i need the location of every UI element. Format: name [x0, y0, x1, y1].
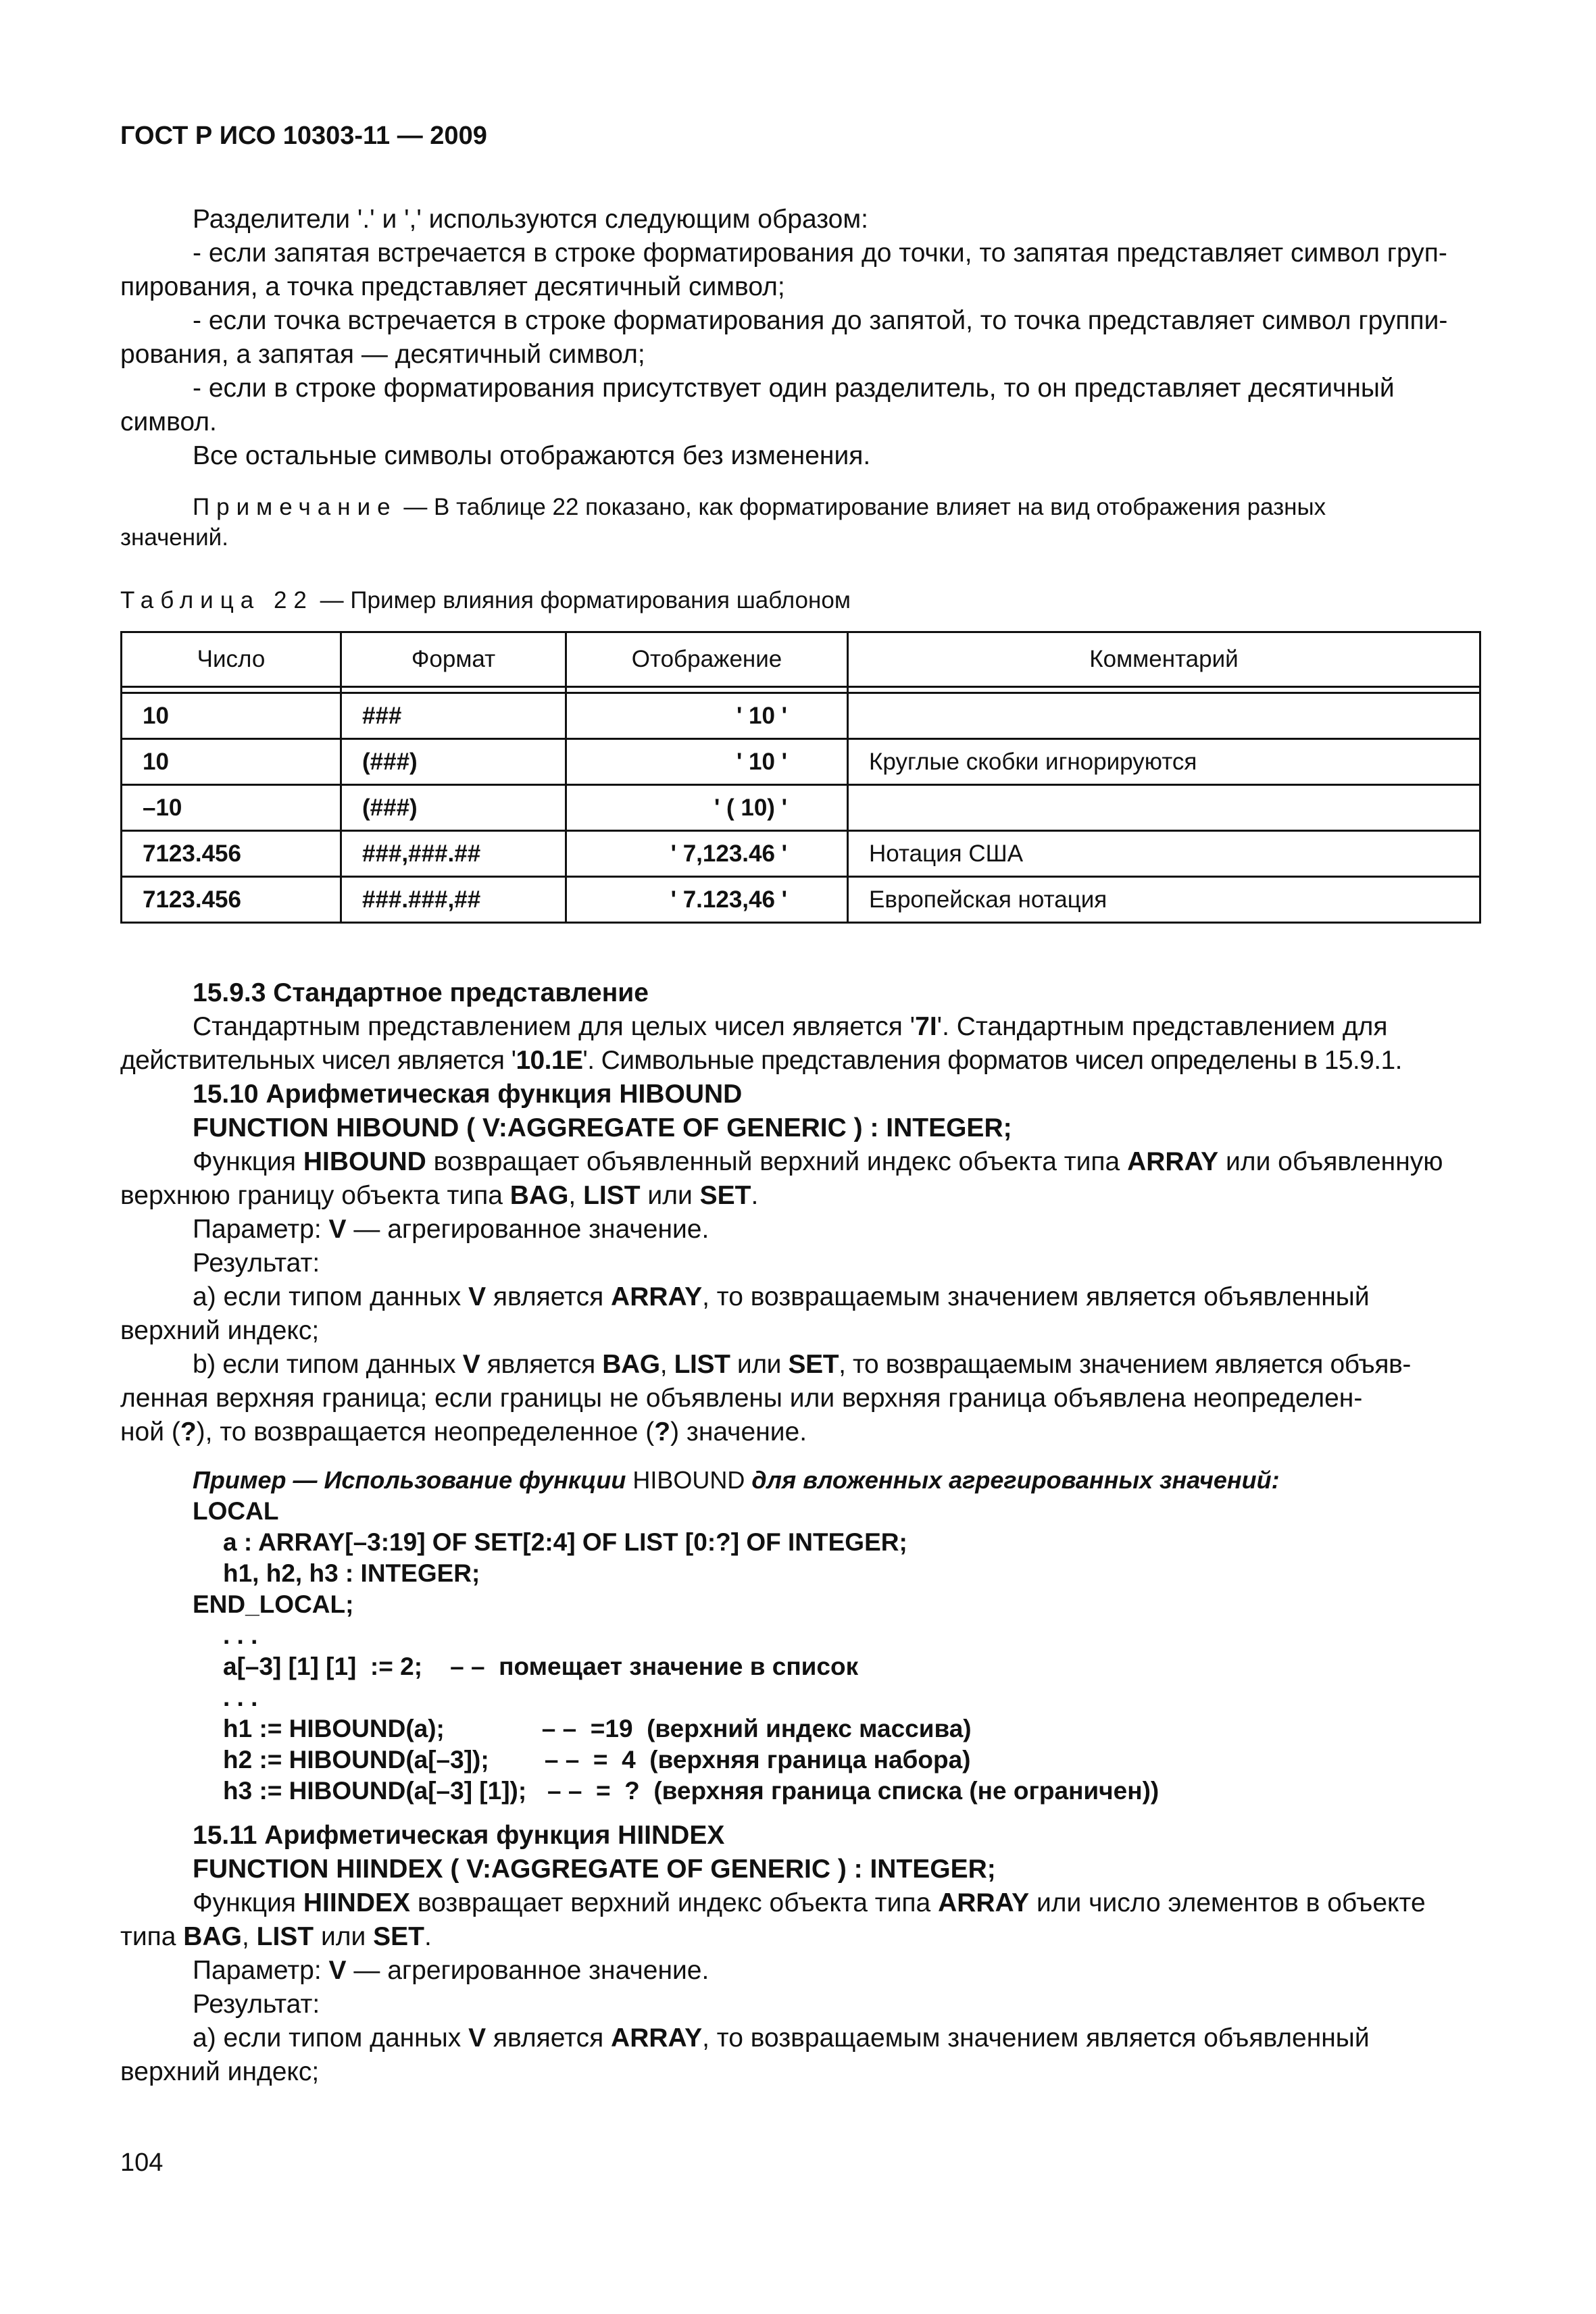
paragraph: Стандартным представлением для целых чисел является '7I'. Стандартным представлением для [193, 1012, 1388, 1041]
cell-comment: Европейская нотация [848, 877, 1480, 923]
cell-display: ' 7,123.46 ' [566, 831, 848, 877]
cell-format: ### [341, 693, 566, 739]
table-row [122, 831, 1480, 877]
bullet-line: пирования, а точка представляет десятичный символ; [120, 272, 785, 301]
code-line: h3 := HIBOUND(a[–3] [1]); – – = ? (верхняя граница списка (не ограничен)) [223, 1777, 1159, 1805]
cell-display: ' ( 10) ' [566, 785, 848, 831]
paragraph: верхний индекс; [120, 1316, 320, 1345]
paragraph: верхний индекс; [120, 2057, 320, 2086]
function-signature: FUNCTION HIBOUND ( V:AGGREGATE OF GENERIC ) : INTEGER; [193, 1113, 1012, 1142]
column-header: Число [122, 632, 341, 687]
cell-display: ' 10 ' [566, 693, 848, 739]
table-caption-label: Таблица 22 [120, 587, 314, 613]
bullet-line: - если запятая встречается в строке форматирования до точки, то запятая представляет символ груп- [193, 238, 1447, 268]
cell-comment [848, 693, 1480, 739]
table-caption [120, 585, 1481, 615]
cell-comment: Нотация США [848, 831, 1480, 877]
paragraph: типа BAG, LIST или SET. [120, 1922, 432, 1951]
function-signature: FUNCTION HIINDEX ( V:AGGREGATE OF GENERIC ) : INTEGER; [193, 1855, 996, 1884]
code-line: a[–3] [1] [1] := 2; – – помещает значение в список [223, 1653, 859, 1680]
table-row [122, 785, 1480, 831]
section-title: 15.10 Арифметическая функция HIBOUND [193, 1080, 743, 1109]
paragraph: Параметр: V — агрегированное значение. [193, 1956, 709, 1985]
cell-comment [848, 785, 1480, 831]
table-row [122, 877, 1480, 923]
code-line: h1 := HIBOUND(a); – – =19 (верхний индекс массива) [223, 1715, 972, 1742]
cell-number: 10 [122, 693, 341, 739]
paragraph: верхнюю границу объекта типа BAG, LIST или SET. [120, 1181, 759, 1210]
note-text: значений. [120, 524, 228, 551]
note-label: Примечание [193, 494, 397, 520]
paragraph: ленная верхняя граница; если границы не объявлены или верхняя граница объявлена неопределен- [120, 1384, 1363, 1413]
code-line: . . . [223, 1621, 258, 1649]
section-title: 15.11 Арифметическая функция HIINDEX [193, 1821, 725, 1850]
format-table [120, 631, 1481, 924]
paragraph: Результат: [193, 1249, 320, 1278]
paragraph: Разделители '.' и ',' используются следующим образом: [193, 205, 869, 234]
table-row [122, 739, 1480, 785]
paragraph: a) если типом данных V является ARRAY, то возвращаемым значением является объявленный [193, 1282, 1370, 1311]
cell-number: 10 [122, 739, 341, 785]
document-header: ГОСТ Р ИСО 10303-11 — 2009 [120, 122, 487, 150]
paragraph: Функция HIINDEX возвращает верхний индекс объекта типа ARRAY или число элементов в объекте [193, 1888, 1426, 1917]
section-15-11 [120, 1819, 1481, 2089]
paragraph: a) если типом данных V является ARRAY, то возвращаемым значением является объявленный [193, 2023, 1370, 2053]
column-header: Формат [341, 632, 566, 687]
section-15-9-3 [120, 976, 1481, 1449]
cell-number: –10 [122, 785, 341, 831]
paragraph: b) если типом данных V является BAG, LIST или SET, то возвращаемым значением является объяв- [193, 1350, 1411, 1379]
code-line: LOCAL [193, 1497, 279, 1525]
cell-comment: Круглые скобки игнорируются [848, 739, 1480, 785]
cell-format: ###,###.## [341, 831, 566, 877]
bullet-line: - если в строке форматирования присутствует один разделитель, то он представляет десятичный [193, 374, 1395, 403]
table-caption-text: — Пример влияния форматирования шаблоном [313, 587, 851, 613]
note [120, 492, 1481, 553]
code-line: h2 := HIBOUND(a[–3]); – – = 4 (верхняя граница набора) [223, 1746, 971, 1774]
bullet-line: рования, а запятая — десятичный символ; [120, 340, 645, 369]
cell-number: 7123.456 [122, 831, 341, 877]
paragraph: Результат: [193, 1990, 320, 2019]
code-line: h1, h2, h3 : INTEGER; [223, 1559, 480, 1587]
separators-section [120, 203, 1481, 473]
column-header: Отображение [566, 632, 848, 687]
note-text: — В таблице 22 показано, как форматирование влияет на вид отображения разных [397, 494, 1326, 520]
section-title: 15.9.3 Стандартное представление [193, 978, 649, 1007]
column-header: Комментарий [848, 632, 1480, 687]
bullet-line: символ. [120, 407, 217, 436]
paragraph: ной (?), то возвращается неопределенное (?) значение. [120, 1417, 807, 1447]
cell-format: ###.###,## [341, 877, 566, 923]
cell-format: (###) [341, 739, 566, 785]
paragraph: Параметр: V — агрегированное значение. [193, 1215, 709, 1244]
paragraph: действительных чисел является '10.1E'. Символьные представления форматов чисел определены в 15.9.1. [120, 1046, 1402, 1075]
header-separator [122, 687, 1480, 693]
code-line: . . . [223, 1684, 258, 1711]
paragraph: Функция HIBOUND возвращает объявленный верхний индекс объекта типа ARRAY или объявленную [193, 1147, 1443, 1176]
bullet-line: - если точка встречается в строке форматирования до запятой, то точка представляет символ группи- [193, 306, 1448, 335]
table-header-row [122, 632, 1480, 687]
cell-number: 7123.456 [122, 877, 341, 923]
code-line: a : ARRAY[–3:19] OF SET[2:4] OF LIST [0:?] OF INTEGER; [223, 1528, 907, 1556]
cell-display: ' 7.123,46 ' [566, 877, 848, 923]
cell-display: ' 10 ' [566, 739, 848, 785]
paragraph: Все остальные символы отображаются без изменения. [193, 441, 871, 470]
example-title: Пример — Использование функции HIBOUND для вложенных агрегированных значений: [193, 1466, 1280, 1494]
cell-format: (###) [341, 785, 566, 831]
code-line: END_LOCAL; [193, 1590, 354, 1618]
page-number: 104 [120, 2148, 164, 2177]
example-block [120, 1465, 1481, 1807]
table-row [122, 693, 1480, 739]
